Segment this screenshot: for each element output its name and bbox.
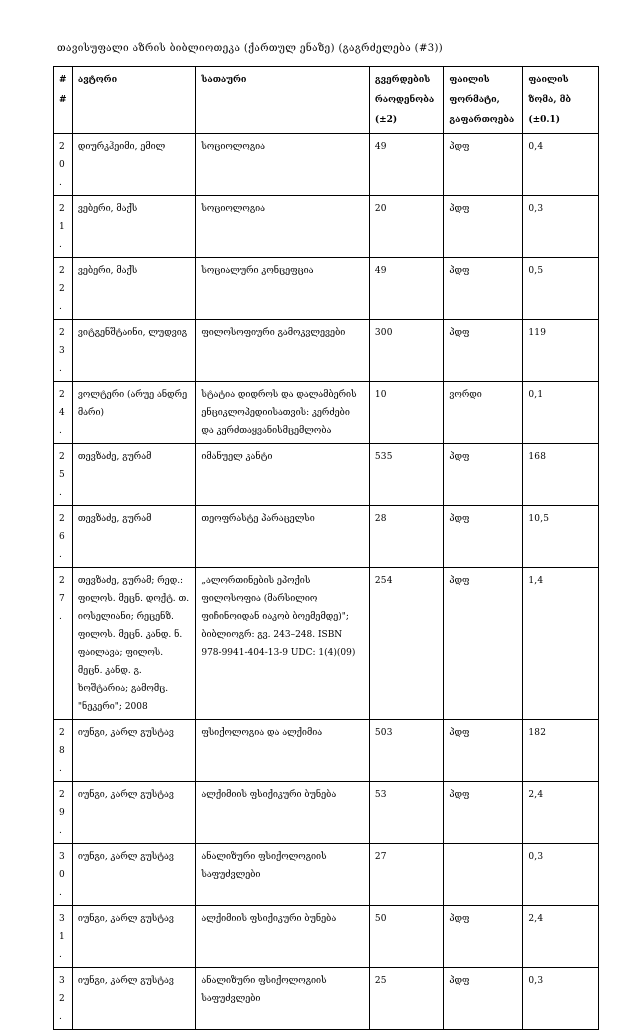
cell-author: იუნგი, კარლ გუსტავ (72, 968, 195, 1030)
cell-author: ვიტგენშტაინი, ლუდვიგ (72, 320, 195, 382)
cell-title: ანალიზური ფსიქოლოგიის საფუძვლები (196, 844, 370, 906)
table-row (54, 568, 599, 720)
document-caption: თავისუფალი აზრის ბიბლიოთეკა (ქართულ ენაზე) (გაგრძელება (#3)) (57, 43, 444, 54)
cell-number: 31. (54, 906, 73, 968)
cell-format: პდფ (444, 320, 523, 382)
header-number: ## (54, 67, 73, 134)
cell-size: 2,4 (523, 782, 599, 844)
cell-size: 0,5 (523, 258, 599, 320)
table-row (54, 720, 599, 782)
cell-size: 10,5 (523, 506, 599, 568)
cell-format: პდფ (444, 782, 523, 844)
cell-title: ფსიქოლოგია და ალქიმია (196, 720, 370, 782)
table-row (54, 382, 599, 444)
cell-title: სოციოლოგია (196, 134, 370, 196)
cell-pages: 27 (369, 844, 444, 906)
cell-number: 22. (54, 258, 73, 320)
cell-author: დიურკჰეიმი, ემილ (72, 134, 195, 196)
cell-author: თევზაძე, გურამ (72, 444, 195, 506)
cell-title: „ალორთინების ეპოქის ფილოსოფია (მარსილიო ფიჩინოიდან იაკობ ბოემემდე)"; ბიბლიოგრ: გვ. 243–248. ISBN 978-9941-404-13-9 UDC: 1(4)(09) (196, 568, 370, 720)
cell-size: 0,3 (523, 196, 599, 258)
cell-title: იმანუელ კანტი (196, 444, 370, 506)
cell-title: თეოფრასტე პარაცელსი (196, 506, 370, 568)
table-row (54, 782, 599, 844)
cell-format: პდფ (444, 196, 523, 258)
cell-size: 182 (523, 720, 599, 782)
cell-format: პდფ (444, 444, 523, 506)
cell-size: 0,3 (523, 968, 599, 1030)
cell-pages: 28 (369, 506, 444, 568)
cell-title: სტატია დიდროს და დალამბერის ენციკლოპედიისათვის: კერძები და კერძთაყვანისმცემლობა (196, 382, 370, 444)
table-header-row (54, 67, 599, 134)
cell-format: ვორდი (444, 382, 523, 444)
cell-author: იუნგი, კარლ გუსტავ (72, 844, 195, 906)
header-format: ფაილის ფორმატი, გაფართოება (444, 67, 523, 134)
cell-pages: 503 (369, 720, 444, 782)
cell-title: ანალიზური ფსიქოლოგიის საფუძვლები (196, 968, 370, 1030)
table-row (54, 844, 599, 906)
table-row (54, 196, 599, 258)
cell-number: 27. (54, 568, 73, 720)
cell-number: 25. (54, 444, 73, 506)
table-row (54, 506, 599, 568)
cell-format (444, 844, 523, 906)
cell-number: 30. (54, 844, 73, 906)
cell-size: 119 (523, 320, 599, 382)
cell-number: 24. (54, 382, 73, 444)
cell-format: პდფ (444, 906, 523, 968)
cell-format: პდფ (444, 568, 523, 720)
cell-pages: 254 (369, 568, 444, 720)
cell-author: იუნგი, კარლ გუსტავ (72, 906, 195, 968)
cell-pages: 535 (369, 444, 444, 506)
cell-pages: 50 (369, 906, 444, 968)
library-table (53, 66, 599, 1030)
cell-number: 21. (54, 196, 73, 258)
cell-author: თევზაძე, გურამ; რედ.: ფილოს. მეცნ. დოქტ. თ. იოსელიანი; რეცენზ. ფილოს. მეცნ. კანდ. ნ. ფაილავა; ფილოს. მეცნ. კანდ. გ. ხოშტარია; გამომც. "ნეკერი"; 2008 (72, 568, 195, 720)
cell-author: იუნგი, კარლ გუსტავ (72, 782, 195, 844)
cell-number: 32. (54, 968, 73, 1030)
cell-format: პდფ (444, 134, 523, 196)
table-row (54, 968, 599, 1030)
cell-pages: 20 (369, 196, 444, 258)
cell-author: იუნგი, კარლ გუსტავ (72, 720, 195, 782)
cell-pages: 49 (369, 134, 444, 196)
table-row (54, 134, 599, 196)
cell-format: პდფ (444, 506, 523, 568)
header-pages: გვერდების რაოდენობა (±2) (369, 67, 444, 134)
table-row (54, 258, 599, 320)
cell-pages: 25 (369, 968, 444, 1030)
cell-author: ვებერი, მაქს (72, 196, 195, 258)
cell-author: ვებერი, მაქს (72, 258, 195, 320)
cell-format: პდფ (444, 258, 523, 320)
cell-author: თევზაძე, გურამ (72, 506, 195, 568)
table-row (54, 320, 599, 382)
header-author: ავტორი (72, 67, 195, 134)
cell-size: 168 (523, 444, 599, 506)
table-row (54, 906, 599, 968)
cell-size: 0,1 (523, 382, 599, 444)
cell-author: ვოლტერი (არუე ანდრე მარი) (72, 382, 195, 444)
cell-format: პდფ (444, 968, 523, 1030)
cell-pages: 53 (369, 782, 444, 844)
cell-title: ალქიმიის ფსიქიკური ბუნება (196, 782, 370, 844)
cell-title: სოციალური კონცეფცია (196, 258, 370, 320)
cell-pages: 49 (369, 258, 444, 320)
cell-number: 20. (54, 134, 73, 196)
cell-title: ფილოსოფიური გამოკვლევები (196, 320, 370, 382)
cell-pages: 300 (369, 320, 444, 382)
cell-size: 0,4 (523, 134, 599, 196)
cell-number: 28. (54, 720, 73, 782)
cell-size: 2,4 (523, 906, 599, 968)
header-size: ფაილის ზომა, მბ (±0.1) (523, 67, 599, 134)
cell-number: 29. (54, 782, 73, 844)
header-title: სათაური (196, 67, 370, 134)
table-row (54, 444, 599, 506)
cell-number: 23. (54, 320, 73, 382)
cell-title: სოციოლოგია (196, 196, 370, 258)
cell-size: 0,3 (523, 844, 599, 906)
cell-format: პდფ (444, 720, 523, 782)
cell-pages: 10 (369, 382, 444, 444)
cell-size: 1,4 (523, 568, 599, 720)
cell-number: 26. (54, 506, 73, 568)
cell-title: ალქიმიის ფსიქიკური ბუნება (196, 906, 370, 968)
